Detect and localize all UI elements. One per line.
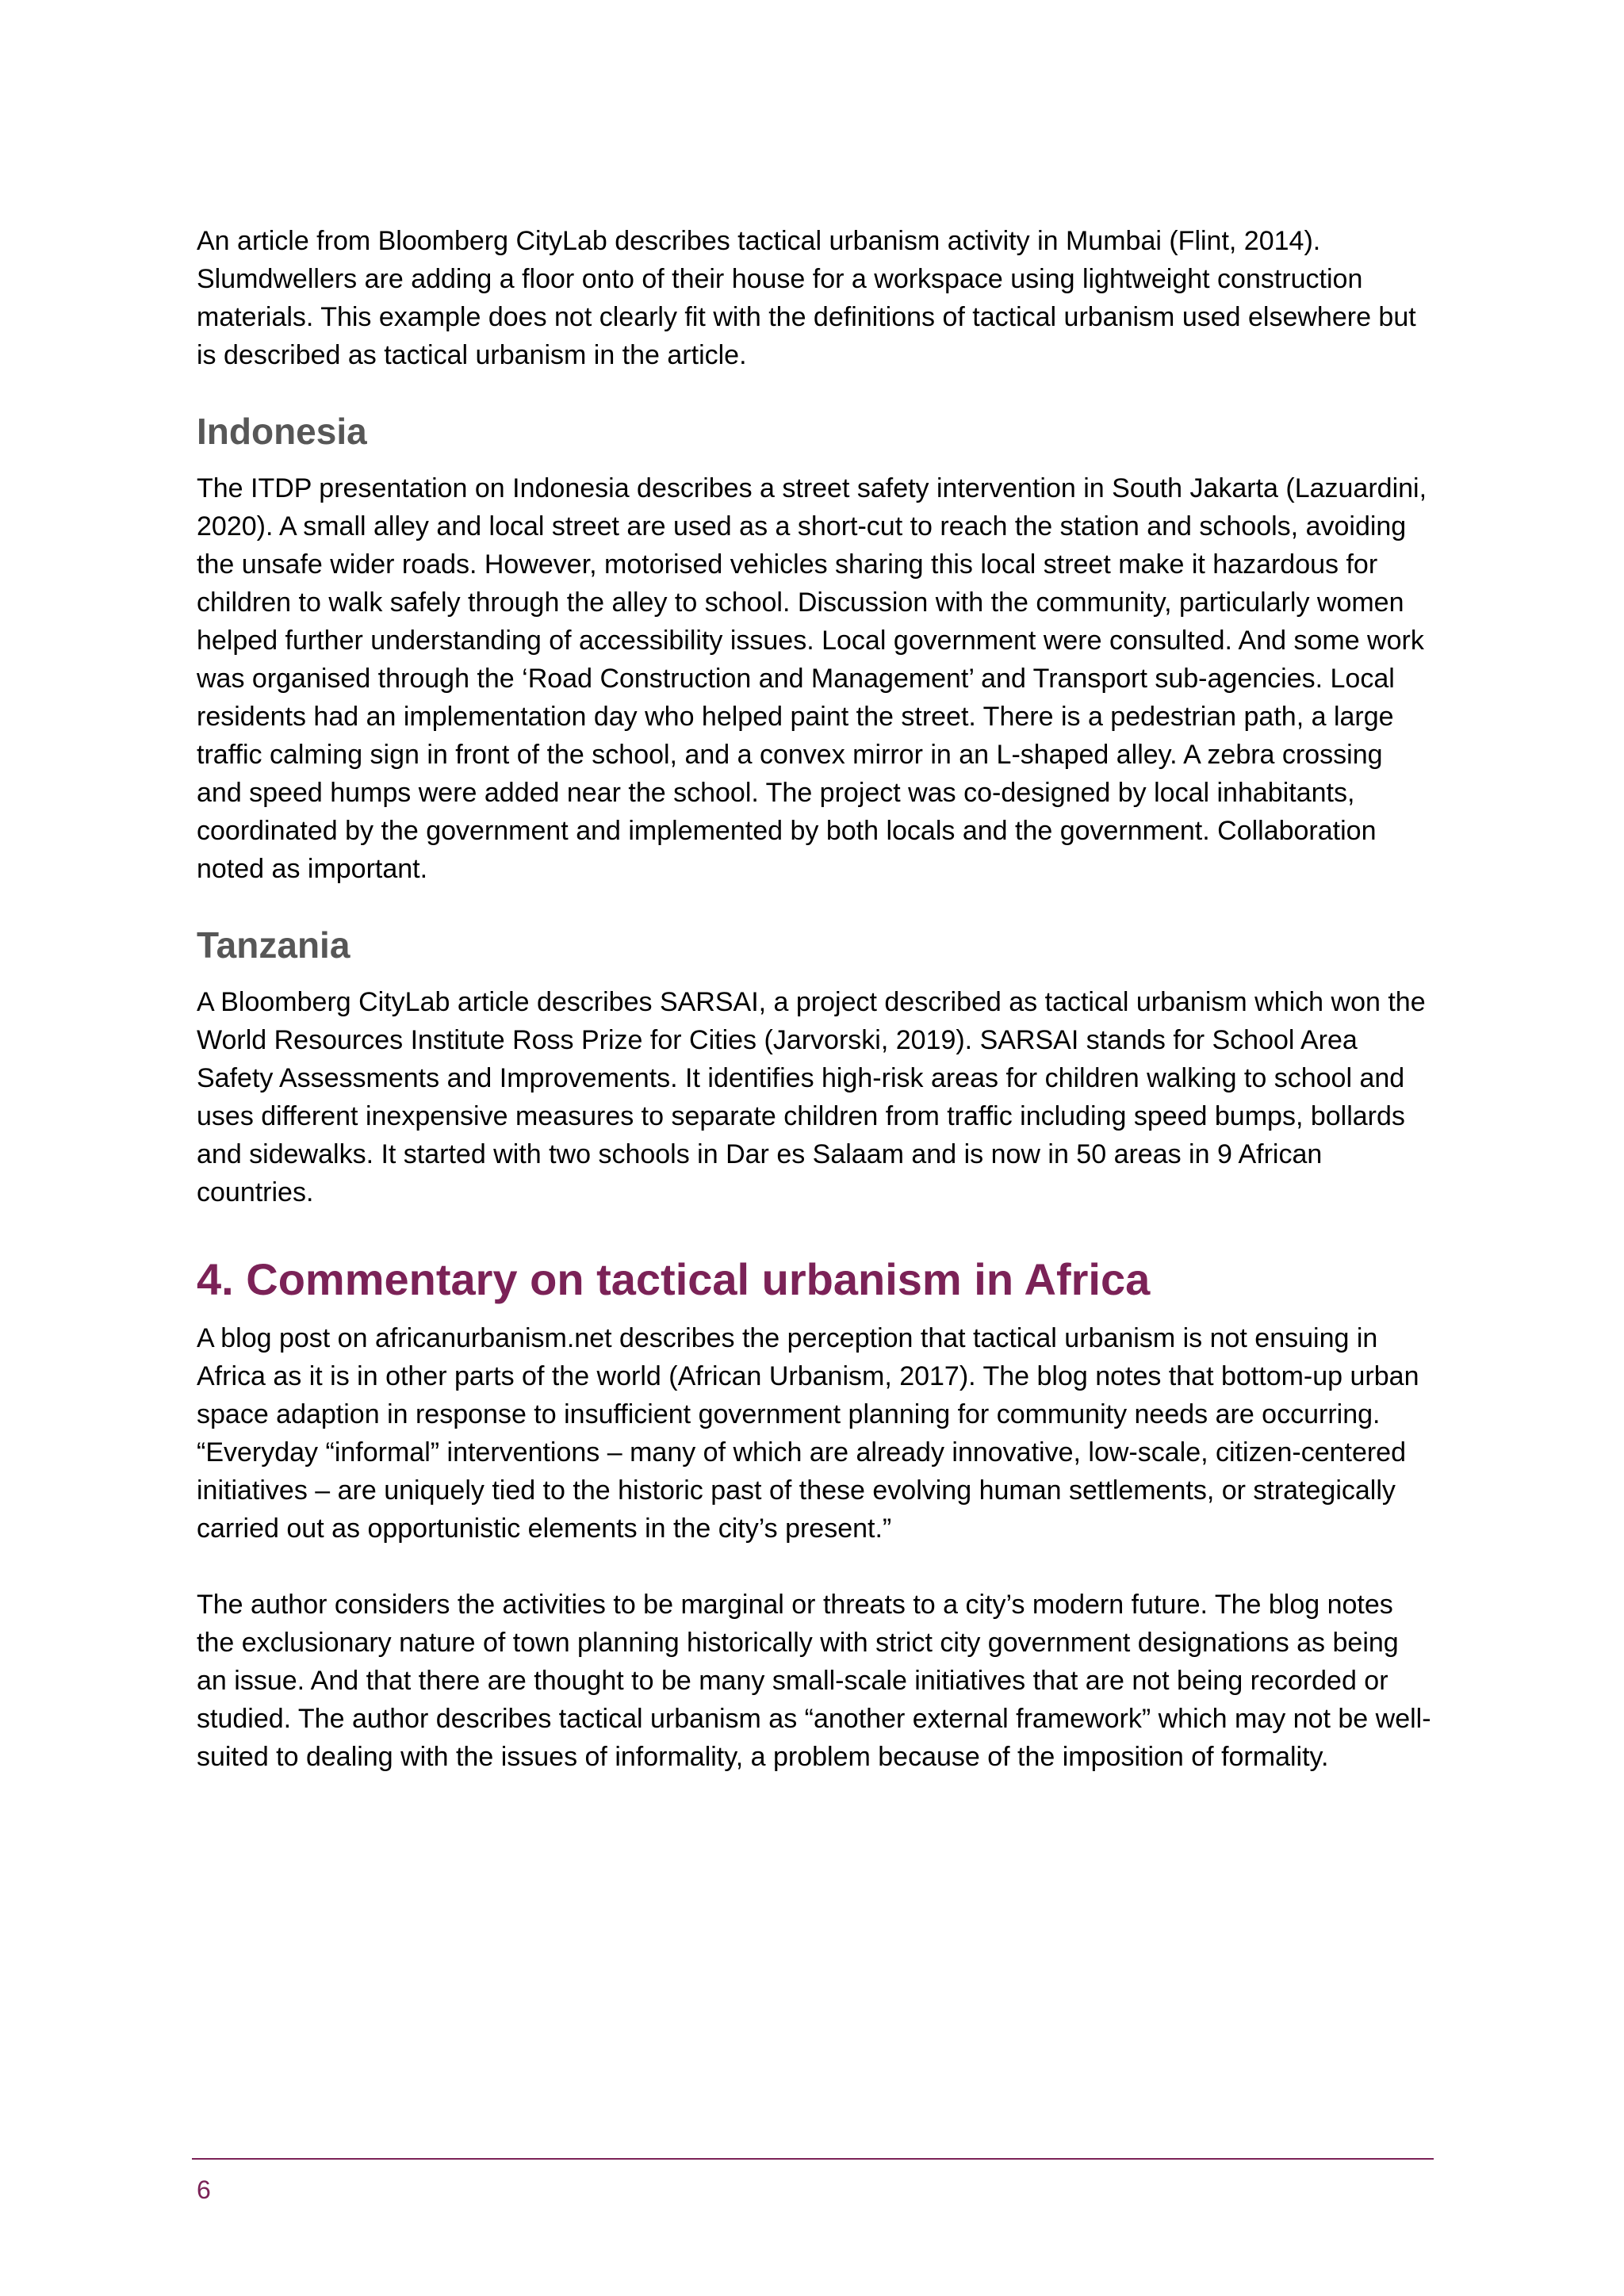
section-4-paragraph-2: The author considers the activities to be marginal or threats to a city’s modern future. The blog notes the exclusionary nature of town planning historically with strict city government designations as being an issue. And that there are thought to be many small-scale initiatives that are not being recorded or studied. The author describes tactical urbanism as “another external framework” which may not be well-suited to dealing with the issues of informality, a problem because of the imposition of formality. <box>197 1590 1431 1772</box>
indonesia-heading: Indonesia <box>197 411 367 452</box>
tanzania-heading: Tanzania <box>197 924 350 966</box>
section-4-heading: 4. Commentary on tactical urbanism in Africa <box>197 1254 1151 1304</box>
footer-divider <box>192 2158 1434 2160</box>
intro-paragraph: An article from Bloomberg CityLab describes tactical urbanism activity in Mumbai (Flint, 2014). Slumdwellers are adding a floor onto of their house for a workspace using lightweight construction materials. This example does not clearly fit with the definitions of tactical urbanism used elsewhere but is described as tactical urbanism in the article. <box>197 226 1416 370</box>
tanzania-paragraph: A Bloomberg CityLab article describes SARSAI, a project described as tactical urbanism which won the World Resources Institute Ross Prize for Cities (Jarvorski, 2019). SARSAI stands for School Area Safety Assessments and Improvements. It identifies high-risk areas for children walking to school and uses different inexpensive measures to separate children from traffic including speed bumps, bollards and sidewalks. It started with two schools in Dar es Salaam and is now in 50 areas in 9 African countries. <box>197 987 1426 1207</box>
page-number: 6 <box>197 2175 211 2204</box>
page-content <box>197 222 1434 1776</box>
indonesia-paragraph: The ITDP presentation on Indonesia describes a street safety intervention in South Jakarta (Lazuardini, 2020). A small alley and local street are used as a short-cut to reach the station and schools, avoiding the unsafe wider roads. However, motorised vehicles sharing this local street make it hazardous for children to walk safely through the alley to school. Discussion with the community, particularly women helped further understanding of accessibility issues. Local government were consulted. And some work was organised through the ‘Road Construction and Management’ and Transport sub-agencies. Local residents had an implementation day who helped paint the street. There is a pedestrian path, a large traffic calming sign in front of the school, and a convex mirror in an L-shaped alley. A zebra crossing and speed humps were added near the school. The project was co-designed by local inhabitants, coordinated by the government and implemented by both locals and the government. Collaboration noted as important. <box>197 473 1427 884</box>
section-4-paragraph-1: A blog post on africanurbanism.net describes the perception that tactical urbanism is not ensuing in Africa as it is in other parts of the world (African Urbanism, 2017). The blog notes that bottom-up urban space adaption in response to insufficient government planning for community needs are occurring. “Everyday “informal” interventions – many of which are already innovative, low-scale, citizen-centered initiatives – are uniquely tied to the historic past of these evolving human settlements, or strategically carried out as opportunistic elements in the city’s present.” <box>197 1323 1419 1544</box>
